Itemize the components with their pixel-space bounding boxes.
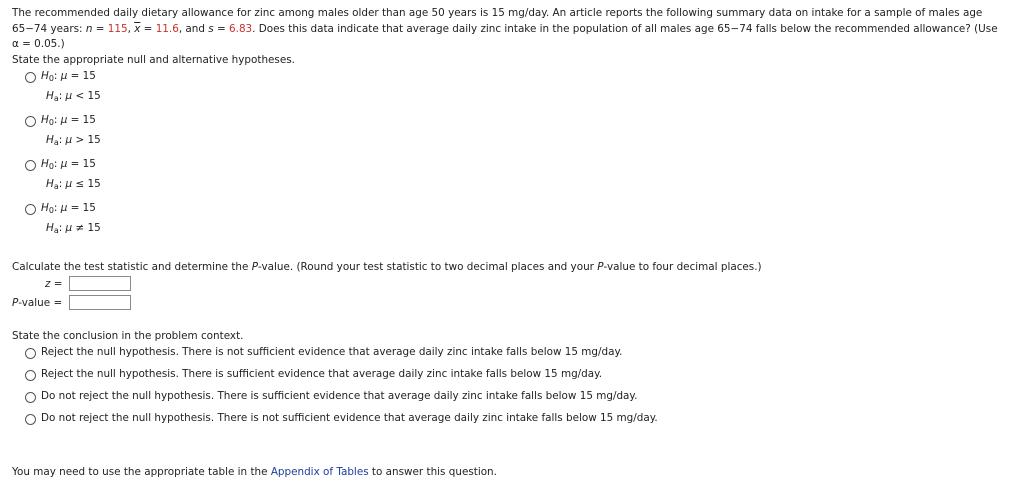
h-symbol: H	[41, 158, 49, 170]
h-symbol: H	[46, 222, 54, 234]
test-stat-prompt-a: Calculate the test statistic and determine the	[12, 261, 252, 273]
h0-relation: = 15	[67, 70, 96, 82]
mu-symbol: μ	[65, 178, 73, 190]
h-symbol: H	[41, 70, 49, 82]
h-symbol: H	[46, 90, 54, 102]
colon: :	[53, 158, 61, 170]
h0-subscript: 0	[48, 206, 54, 215]
ha-relation: ≤ 15	[72, 178, 101, 190]
s-value: 6.83	[229, 22, 253, 35]
conclusion-prompt: State the conclusion in the problem context.	[12, 330, 244, 342]
h0-relation: = 15	[67, 202, 96, 214]
conclusion-option-4[interactable]: Do not reject the null hypothesis. There is not sufficient evidence that average daily zinc intake falls below 15 mg/day.	[41, 412, 658, 424]
mu-symbol: μ	[65, 134, 73, 146]
alpha-line	[12, 37, 1014, 53]
z-equals: =	[50, 278, 63, 290]
alpha-text: α = 0.05.)	[12, 38, 65, 50]
colon: :	[58, 134, 66, 146]
ha-relation: ≠ 15	[72, 222, 101, 234]
colon: :	[53, 202, 61, 214]
null-hypothesis-1	[41, 70, 96, 82]
hypothesis-radio-3[interactable]	[25, 160, 36, 171]
z-label	[45, 278, 62, 290]
conclusion-radio-2[interactable]	[25, 370, 36, 381]
ha-relation: < 15	[72, 90, 101, 102]
mu-symbol: μ	[60, 158, 68, 170]
colon: :	[53, 114, 61, 126]
problem-line-2	[12, 22, 1014, 38]
conclusion-radio-1[interactable]	[25, 348, 36, 359]
problem-question: . Does this data indicate that average daily zinc intake in the population of all males age 65−74 falls below the recommended allowance? (Use	[252, 22, 998, 35]
pvalue-equals: =	[50, 297, 63, 309]
hypothesis-radio-2[interactable]	[25, 116, 36, 127]
xbar-value: 11.6	[155, 22, 179, 35]
colon: :	[53, 70, 61, 82]
colon: :	[58, 222, 66, 234]
alt-hypothesis-3	[46, 178, 101, 190]
pvalue-p: P	[12, 297, 19, 309]
conclusion-option-2[interactable]: Reject the null hypothesis. There is sufficient evidence that average daily zinc intake falls below 15 mg/day.	[41, 368, 603, 380]
pvalue-input[interactable]	[69, 295, 131, 310]
mu-symbol: μ	[65, 90, 73, 102]
h0-subscript: 0	[48, 118, 54, 127]
pvalue-label	[12, 297, 62, 309]
problem-text-age: 65−74 years:	[12, 22, 86, 35]
equals: =	[213, 22, 230, 35]
alt-hypothesis-2	[46, 134, 101, 146]
colon: :	[58, 178, 66, 190]
test-stat-prompt-c: -value to four decimal places.)	[603, 261, 762, 273]
mu-symbol: μ	[60, 114, 68, 126]
and-text: , and	[178, 22, 209, 35]
null-hypothesis-2	[41, 114, 96, 126]
test-stat-prompt-b: -value. (Round your test statistic to two decimal places and your	[257, 261, 598, 273]
test-stat-prompt	[12, 261, 762, 273]
h0-subscript: 0	[48, 74, 54, 83]
pvalue-rest: -value	[18, 297, 51, 309]
problem-text: The recommended daily dietary allowance for zinc among males older than age 50 years is 15 mg/day. An article reports the following summary data on intake for a sample of males age	[12, 7, 983, 19]
equals: =	[92, 22, 108, 35]
alt-hypothesis-4	[46, 222, 101, 234]
appendix-link[interactable]: Appendix of Tables	[270, 466, 369, 478]
alt-hypothesis-1	[46, 90, 101, 102]
conclusion-radio-4[interactable]	[25, 414, 36, 425]
h-symbol: H	[46, 178, 54, 190]
h0-subscript: 0	[48, 162, 54, 171]
h-symbol: H	[46, 134, 54, 146]
problem-line-1	[12, 6, 1014, 22]
hypothesis-radio-4[interactable]	[25, 204, 36, 215]
footer-text-b: to answer this question.	[368, 466, 497, 478]
ha-subscript: a	[53, 226, 59, 235]
p-italic: P	[597, 261, 604, 273]
ha-subscript: a	[53, 182, 59, 191]
hypotheses-prompt: State the appropriate null and alternative hypotheses.	[12, 54, 295, 66]
p-italic: P	[251, 261, 258, 273]
mu-symbol: μ	[65, 222, 73, 234]
footer-note	[12, 466, 497, 478]
conclusion-radio-3[interactable]	[25, 392, 36, 403]
s-label: s	[208, 22, 214, 35]
ha-relation: > 15	[72, 134, 101, 146]
ha-subscript: a	[53, 94, 59, 103]
xbar-label: $\overline{x}$	[134, 22, 141, 35]
h-symbol: H	[41, 114, 49, 126]
comma: ,	[127, 22, 135, 35]
h0-relation: = 15	[67, 114, 96, 126]
colon: :	[58, 90, 66, 102]
ha-subscript: a	[53, 138, 59, 147]
mu-symbol: μ	[60, 202, 68, 214]
z-symbol: z	[45, 278, 51, 290]
null-hypothesis-3	[41, 158, 96, 170]
hypothesis-radio-1[interactable]	[25, 72, 36, 83]
z-input[interactable]	[69, 276, 131, 291]
n-label: n	[85, 22, 93, 35]
equals: =	[140, 22, 156, 35]
n-value: 115	[107, 22, 128, 35]
h0-relation: = 15	[67, 158, 96, 170]
mu-symbol: μ	[60, 70, 68, 82]
h-symbol: H	[41, 202, 49, 214]
null-hypothesis-4	[41, 202, 96, 214]
conclusion-option-1[interactable]: Reject the null hypothesis. There is not sufficient evidence that average daily zinc intake falls below 15 mg/day.	[41, 346, 623, 358]
footer-text-a: You may need to use the appropriate table in the	[12, 466, 271, 478]
conclusion-option-3[interactable]: Do not reject the null hypothesis. There is sufficient evidence that average daily zinc intake falls below 15 mg/day.	[41, 390, 638, 402]
